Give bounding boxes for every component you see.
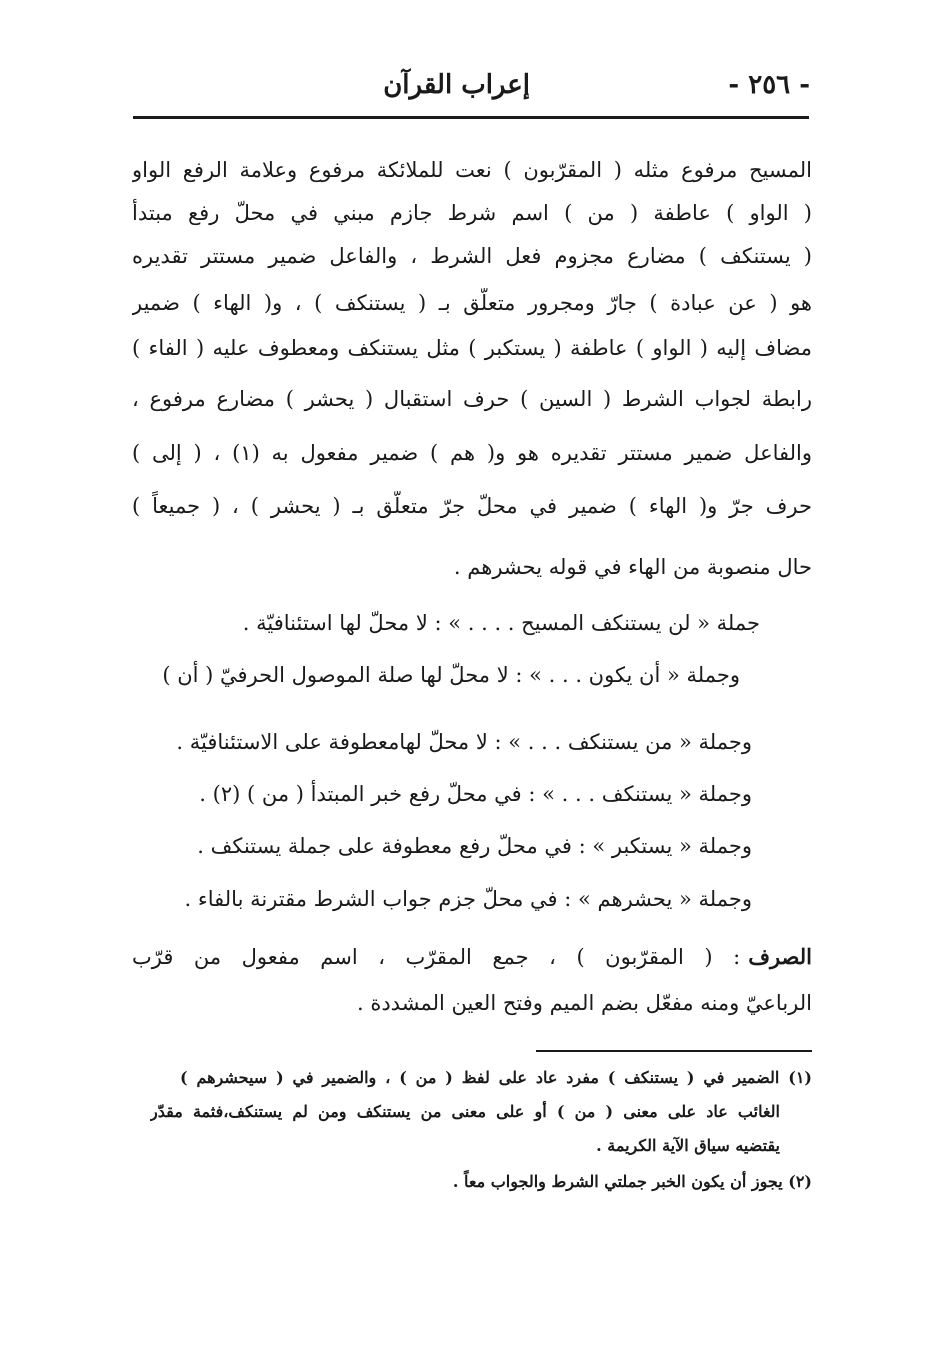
sentence-line: جملة « لن يستنكف المسيح . . . . » : لا محلّ لها استئنافيّة . [242,611,760,635]
page-number: - ٢٥٦ - [728,70,810,100]
footnote-line: (١) الضمير في ( يستنكف ) مفرد عاد على لفظ ( من ) ، والضمير في ( سيحشرهم ) [180,1068,812,1087]
page-header [130,70,810,110]
sarf-line [132,942,812,972]
body-line: ( يستنكف ) مضارع مجزوم فعل الشرط ، والفاعل ضمير مستتر تقديره [132,244,812,268]
book-title: إعراب القرآن [383,70,530,100]
footnote-line: (٢) يجوز أن يكون الخبر جملتي الشرط والجواب معاً . [452,1172,812,1191]
footnote-line: الغائب عاد على معنى ( من ) أو على معنى من يستنكف ومن لم يستنكف،فثمة مقدّر [150,1102,780,1121]
sarf-label: الصرف [748,944,812,969]
sarf-line: الرباعيّ ومنه مفعّل بضم الميم وفتح العين المشددة . [356,991,812,1015]
body-line: هو ( عن عبادة ) جارّ ومجرور متعلّق بـ ( يستنكف ) ، و( الهاء ) ضمير [132,291,812,315]
body-line: والفاعل ضمير مستتر تقديره هو و( هم ) ضمير مفعول به (١) ، ( إلى ) [132,441,812,465]
body-line: رابطة لجواب الشرط ( السين ) حرف استقبال ( يحشر ) مضارع مرفوع ، [132,387,812,411]
sentence-line: وجملة « يستكبر » : في محلّ رفع معطوفة على جملة يستنكف . [197,834,752,858]
footnote-line: يقتضيه سياق الآية الكريمة . [596,1136,780,1155]
body-line: حرف جرّ و( الهاء ) ضمير في محلّ جرّ متعلّق بـ ( يحشر ) ، ( جميعاً ) [132,494,812,518]
body-line: مضاف إليه ( الواو ) عاطفة ( يستكبر ) مثل يستنكف ومعطوف عليه ( الفاء ) [132,336,812,360]
body-line: المسيح مرفوع مثله ( المقرّبون ) نعت للملائكة مرفوع وعلامة الرفع الواو [132,158,812,182]
sentence-line: وجملة « يستنكف . . . » : في محلّ رفع خبر المبتدأ ( من ) (٢) . [199,782,752,806]
footnote-rule [536,1050,812,1052]
sentence-line: وجملة « من يستنكف . . . » : لا محلّ لهامعطوفة على الاستئنافيّة . [176,730,752,754]
sentence-line: وجملة « يحشرهم » : في محلّ جزم جواب الشرط مقترنة بالفاء . [184,887,752,911]
sarf-text: : ( المقرّبون ) ، جمع المقرّب ، اسم مفعول من قرّب [132,945,741,969]
body-line: حال منصوبة من الهاء في قوله يحشرهم . [453,555,812,579]
header-rule [133,116,809,119]
body-line: ( الواو ) عاطفة ( من ) اسم شرط جازم مبني في محلّ رفع مبتدأ [132,201,812,225]
sentence-line: وجملة « أن يكون . . . » : لا محلّ لها صلة الموصول الحرفيّ ( أن ) [162,663,740,687]
